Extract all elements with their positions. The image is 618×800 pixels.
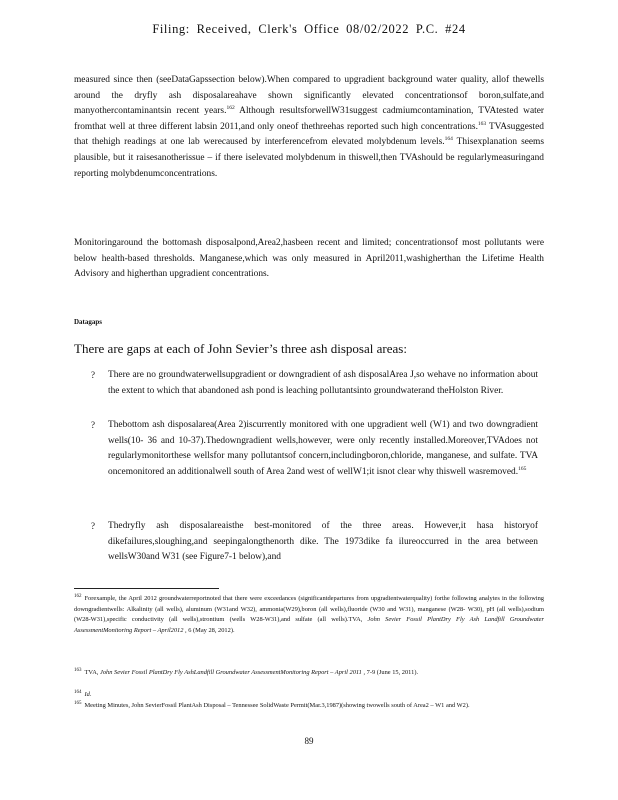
footnote-164: $^{164}$ Id.: [74, 690, 92, 699]
page-number: 89: [304, 736, 314, 746]
section-label-datagaps: Datagaps: [74, 318, 103, 326]
footnote-162: $^{162}$ Forexample, the April 2012 groundwaterreportnoted that there were exceedances (significantdepartures from upgradientwaterquality) forthe following analytes in the following downgradientwells: Alkalinity (all wells), aluminum (W31and W32), ammonia(W29),boron (all wells),fluoride (W30 and W31), manganese (W28- W30), pH (all wells),sodium (W28-W31),specific conductivity (all wells),strontium (wells W28-W31),and sulfate (all wells).TVA, John Sevier Fossil PlantDry Fly Ash Landfill Groundwater AssessmentMonitoring Report – April2012 , 6 (May 28, 2012).: [74, 594, 544, 634]
bullet-item-area-2: Thebottom ash disposalarea(Area 2)iscurrently monitored with one upgradient well (W1) and two downgradient wells(10- 36 and 10-37).Thedowngradient wells,however, were only recently installed.Moreover,TVAdoes not regularlymonitorthese wellsfor many pollutantsof concern,includingboron,chloride, manganese, and sulfate. TVA oncemonitored an additionalwell south of Area 2and west of wellW1;it isnot clear why thiswell wasremoved.$^{165}$: [108, 420, 538, 477]
footnote-ref-162: 162: [226, 105, 235, 112]
paragraph-bottom-ash: Monitoringaround the bottomash disposalpond,Area2,hasbeen recent and limited; concentrationsof most pollutants were below health-based thresholds. Manganese,which was only measured in April2011,washigherthan the Lifetime Health Advisory and higherthan upgradient concentrations.: [74, 238, 544, 280]
footnote-165: $^{165}$ Meeting Minutes, John SevierFossil PlantAsh Disposal – Tennessee SolidWaste Permit(Mar.3,1987)(showing twowells south of Area2 – W1 and W2).: [74, 701, 470, 710]
filing-header: Filing: Received, Clerk's Office 08/02/2022 P.C. #24: [152, 22, 466, 36]
footnote-ref-165: 165: [518, 465, 527, 472]
bullet-marker: ?: [91, 370, 95, 380]
bullet-item-dry-fly-ash: Thedryfly ash disposalareaisthe best-monitored of the three areas. However,it hasa historyof dikefailures,sloughing,and seepingalongthenorth dike. The 1973dike fa ilureoccurred in the area between wellsW30and W31 (see Figure7-1 below),and: [108, 521, 538, 563]
paragraph-dry-fly-ash: measured since then (seeDataGapssection below).When compared to upgradient background water quality, allof thewells around the dryfly ash disposalareahave shown significantly elevated concentrationsof boron,sulfate,and manyothercontaminantsin recent years.$^{162}$ Although resultsforwellW31suggest cadmiumcontamination, TVAtested water fromthat well at three different labsin 2011,and only oneof thethreehas reported such high concentrations.$^{163}$ TVAsuggested that thehigh readings at one lab werecaused by interferencefrom elevated molybdenum levels.$^{164}$ Thisexplanation seems plausible, but it raisesanotherissue – if there iselevated molybdenum in thiswell,then TVAshould be regularlymeasuringand reporting molybdenumconcentrations.: [74, 75, 544, 179]
bullet-marker: ?: [91, 420, 95, 430]
bullet-item-area-j: There are no groundwaterwellsupgradient or downgradient of ash disposalArea J,so wehave no information about the extent to which that abandoned ash pond is leaching pollutantsinto groundwaterand theHolston River.: [108, 370, 538, 396]
section-heading: There are gaps at each of John Sevier’s three ash disposal areas:: [74, 341, 407, 356]
footnote-163: $^{163}$ TVA, John Sevier Fossil PlantDry Fly AshLandfill Groundwater AssessmentMonitoring Report – April 2011 , 7-9 (June 15, 2011).: [74, 668, 419, 677]
bullet-marker: ?: [91, 521, 95, 531]
footnote-divider: [74, 588, 219, 589]
footnote-ref-164: 164: [444, 136, 453, 143]
footnote-ref-163: 163: [477, 120, 487, 127]
